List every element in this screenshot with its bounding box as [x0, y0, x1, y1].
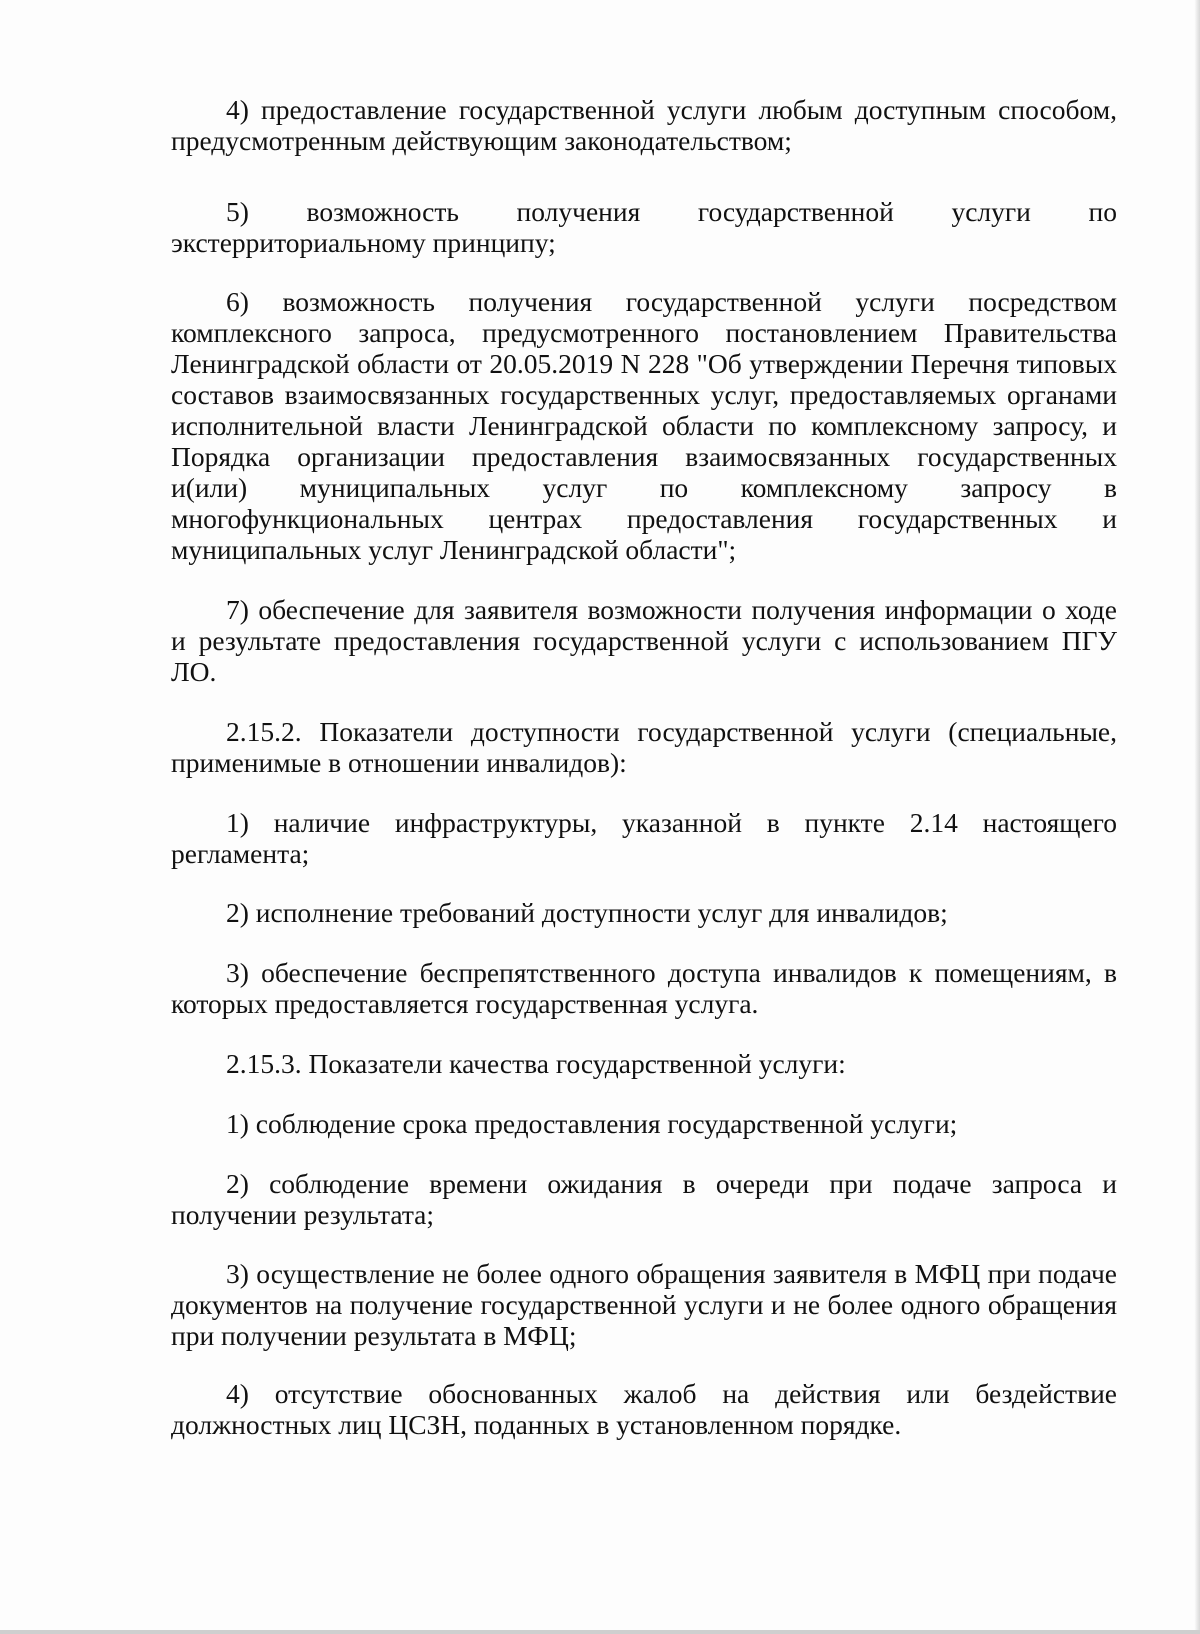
- paragraph-accessibility-3: 3) обеспечение беспрепятственного доступа инвалидов к помещениям, в которых предоставляется государственная услуга.: [171, 957, 1117, 1019]
- scan-right-edge: [1194, 0, 1200, 1634]
- paragraph-quality-2: 2) соблюдение времени ожидания в очереди при подаче запроса и получении результата;: [171, 1168, 1117, 1230]
- paragraph-item-5-extraterritorial: 5) возможность получения государственной услуги по экстерриториальному принципу;: [171, 196, 1117, 258]
- section-heading-2-15-3: 2.15.3. Показатели качества государственной услуги:: [226, 1048, 846, 1079]
- paragraph-quality-1: 1) соблюдение срока предоставления государственной услуги;: [226, 1108, 958, 1139]
- paragraph-accessibility-2: 2) исполнение требований доступности услуг для инвалидов;: [226, 897, 948, 928]
- paragraph-accessibility-1: 1) наличие инфраструктуры, указанной в пункте 2.14 настоящего регламента;: [171, 807, 1117, 869]
- scan-bottom-edge: [0, 1630, 1200, 1634]
- paragraph-item-4-method: 4) предоставление государственной услуги любым доступным способом, предусмотренным действующим законодательством;: [171, 94, 1117, 156]
- paragraph-item-7-information: 7) обеспечение для заявителя возможности получения информации о ходе и результате предоставления государственной услуги с использованием ПГУ ЛО.: [171, 594, 1117, 687]
- section-heading-2-15-2: 2.15.2. Показатели доступности государственной услуги (специальные, применимые в отношении инвалидов):: [171, 716, 1117, 778]
- paragraph-quality-4: 4) отсутствие обоснованных жалоб на действия или бездействие должностных лиц ЦСЗН, поданных в установленном порядке.: [171, 1378, 1117, 1440]
- paragraph-item-6-complex-request: 6) возможность получения государственной услуги посредством комплексного запроса, предусмотренного постановлением Правительства Ленинградской области от 20.05.2019 N 228 "Об утверждении Перечня типовых составов взаимосвязанных государственных услуг, предоставляемых органами исполнительной власти Ленинградской области по комплексному запросу, и Порядка организации предоставления взаимосвязанных государственных и(или) муниципальных услуг по комплексному запросу в многофункциональных центрах предоставления государственных и муниципальных услуг Ленинградской области";: [171, 286, 1117, 565]
- paragraph-quality-3: 3) осуществление не более одного обращения заявителя в МФЦ при подаче документов на получение государственной услуги и не более одного обращения при получении результата в МФЦ;: [171, 1258, 1117, 1351]
